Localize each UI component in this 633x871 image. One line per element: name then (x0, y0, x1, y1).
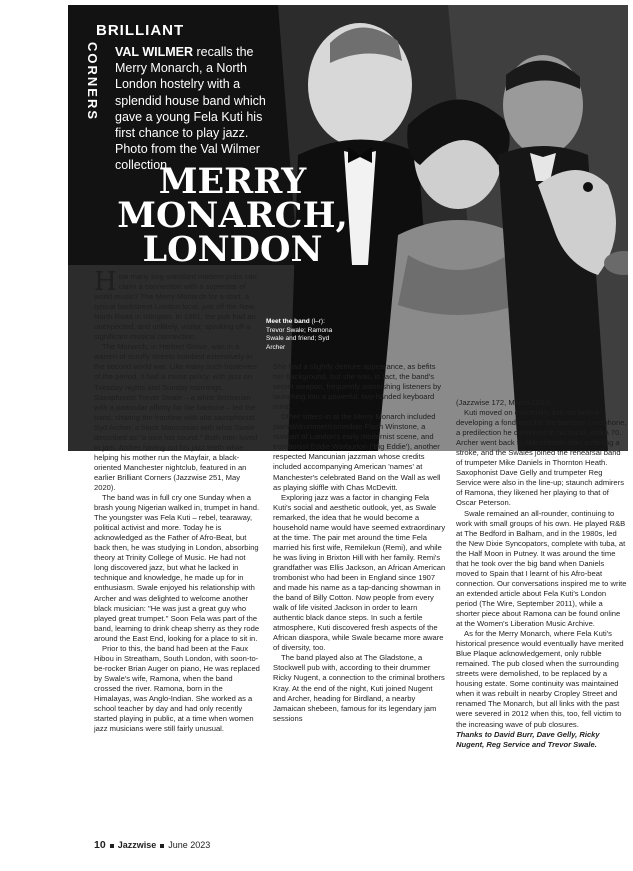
author-name: VAL WILMER (115, 45, 194, 59)
section-kicker: BRILLIANT (96, 22, 185, 39)
caption-title: Meet the band (266, 318, 310, 325)
paragraph-4: Prior to this, the band had been at the Faux Hibou in Streatham, South London, with soon-to-be-rocker Brian Auger on piano, He was replaced by Swale's wife, Ramona, when the band crossed the river. Ramona, born in the Himalayas, was Anglo-Indian. She worked as a school teacher by day and had only recently started playing in public, at a time when women jazz musicians were still fairly unusual. (94, 643, 260, 734)
standfirst (115, 44, 275, 174)
paragraph-1-text: ow many bog-standard modern pubs can claim a connection with a superstar of world music? The Merry Monarch for a start, a typical backstreet London local, just off the New North Road in Islington. In 1961, the pub had an unexpected, and unlikely, visitor, sparking off a significant musical connection. (94, 272, 257, 342)
column-1 (94, 267, 260, 734)
separator-square-icon (110, 844, 114, 848)
paragraph-10: Kuti moved on eventually, but not before developing a fondness for the baritone saxophone, a predilection he continued in his band, Afrika 70. Archer went back to Manchester after suffering a stroke, and the Swales joined the rehearsal band of trumpeter Mike Daniels in Thornton Heath. Saxophonist Dave Gelly and trumpeter Reg Service were also in the line-up; staunch admirers of Ramona, they likened her playing to that of Oscar Peterson. (456, 408, 627, 508)
photo-caption (266, 318, 336, 352)
paragraph-3: The band was in full cry one Sunday when a brash young Nigerian walked in, trumpet in hand. The youngster was Fela Kuti – rebel, tearaway, political activist and more. Today he is acknowledged as the Father of Afro-Beat, but back then, he was studying in London, absorbing theory at Trinity College of Music. He had not long discovered jazz, but what he lacked in technique and knowledge, he made up for in enthusiasm. Swale enjoyed his relationship with Archer and was delighted to welcome another black musician: "He was just a great guy who played great trumpet." Soon Fela was part of the band, learning to drink cheap sherry as they rode around the East End, looking for a place to sit in. (94, 493, 260, 643)
headline (110, 161, 355, 270)
paragraph-11: Swale remained an all-rounder, continuing to work with small groups of his own. He played R&B at The Bedford in Balham, and in the 1980s, led the New Dixie Syncopators, complete with tuba, at the Half Moon in Putney. It was around the time that he took over the big band when Daniels moved to Spain that I learnt of his Afro-beat connection. Our conversations inspired me to write an extended article about Fela Kuti's London period (The Wire, September 2011), while a shorter piece about Ramona can be found online at the Women's Liberation Music Archive. (456, 508, 627, 629)
paragraph-lead (94, 267, 260, 342)
acknowledgements: Thanks to David Burr, Dave Gelly, Ricky Nugent, Reg Service and Trevor Swale. (456, 729, 600, 749)
standfirst-text: recalls the Merry Monarch, a North London hostelry with a splendid house band which gave a young Fela Kuti his first chance to play jazz. Photo from the Val Wilmer collection (115, 45, 266, 173)
issue-date: June 2023 (168, 840, 211, 850)
magazine-name: Jazzwise (117, 840, 157, 850)
paragraph-2: The Monarch, in Herbert Grove, was in a warren of scruffy streets bombed extensively in the second world war. Like many such hostelries of the period, it had a music policy, with jazz on Tuesday nights and Sunday mornings. Saxophonist Trevor Swale – a white Brixtonian with a particular affinity for the baritone – led the band, sharing the frontline with alto saxophonist Syd Archer, a black Mancunian with what Swale described as "a nice hot sound." Both men loved to jam, Archer having cut his jazz teeth while helping his mother run the Mayfair, a black-oriented Manchester nightclub, featured in an earlier Brilliant Corners (Jazzwise 251, May 2020). (94, 342, 258, 492)
caption-text: (l–r): Trevor Swale; Ramona Swale and friend; Syd Archer (266, 318, 333, 351)
paragraph-6: Other sitters-in at the Merry Monarch included pianist/drummer/comedian Flash Winstone, a stalwart of London's early modernist scene, and trombonist Eddie Warburton ('Big Eddie'), another respected Mancunian jazzman whose credits included accompanying American 'names' at Manchester's celebrated Band on the Wall as well as playing skiffle with Chas McDevitt. (273, 412, 441, 492)
paragraph-7: Exploring jazz was a factor in changing Fela Kuti's social and aesthetic outlook, yet, as Swale remarked, the idea that he would become a household name would have seemed extraordinary at the time. The pair met around the time Fela married his first wife, Remilekun (Remi), and while he was living in Brixton Hill with her family. Remi's grandfather was Ellis Jackson, an African American trombonist who had been in England since 1907 and made his name as a tap-dancing showman in the band of Billy Cotton. Now people from every walk of life visited Jackson in order to learn authentic black dance steps. In such a fertile atmosphere, Kuti discovered fresh aspects of the African diaspora, while Swale became more aware of diversity, too. (273, 492, 446, 653)
column-3 (456, 398, 628, 750)
headline-line-1: MERRY (158, 161, 307, 202)
paragraph-9: (Jazzwise 172, March 2013). (456, 398, 554, 407)
headline-line-2: MONARCH, (117, 195, 348, 236)
paragraph-12: As for the Merry Monarch, where Fela Kuti's historical presence would eventually have merited Blue Plaque acknowledgement, only rubble remained. The pub closed when the surrounding streets were demolished, to be replaced by a housing estate. Some continuity was maintained when it was rebuilt in nearby Cropley Street and renamed The Monarch, but all links with the past were severed in 2012 when this, too, fell victim to the increasing wave of pub closures. (456, 629, 624, 729)
paragraph-8: The band played also at The Gladstone, a Stockwell pub with, according to their drummer Ricky Nugent, a connection to the criminal brothers Kray. At the end of the night, Kuti joined Nugent and Archer, heading for Birdland, a nearby Jamaican shebeen, famous for its legendary jam sessions (273, 653, 445, 723)
column-2 (273, 362, 447, 724)
separator-square-icon (160, 844, 164, 848)
headline-line-3: LONDON (142, 229, 323, 270)
section-vertical-label: CORNERS (85, 42, 100, 122)
page-footer (94, 839, 210, 851)
paragraph-5: She had a slightly demure appearance, as befits her background, but she was, in fact, the band's secret weapon, frequently astonishing listeners by launching into a powerful, two-handed keyboard romp. (273, 362, 442, 412)
drop-cap: H (94, 267, 117, 297)
page-number: 10 (94, 839, 106, 851)
